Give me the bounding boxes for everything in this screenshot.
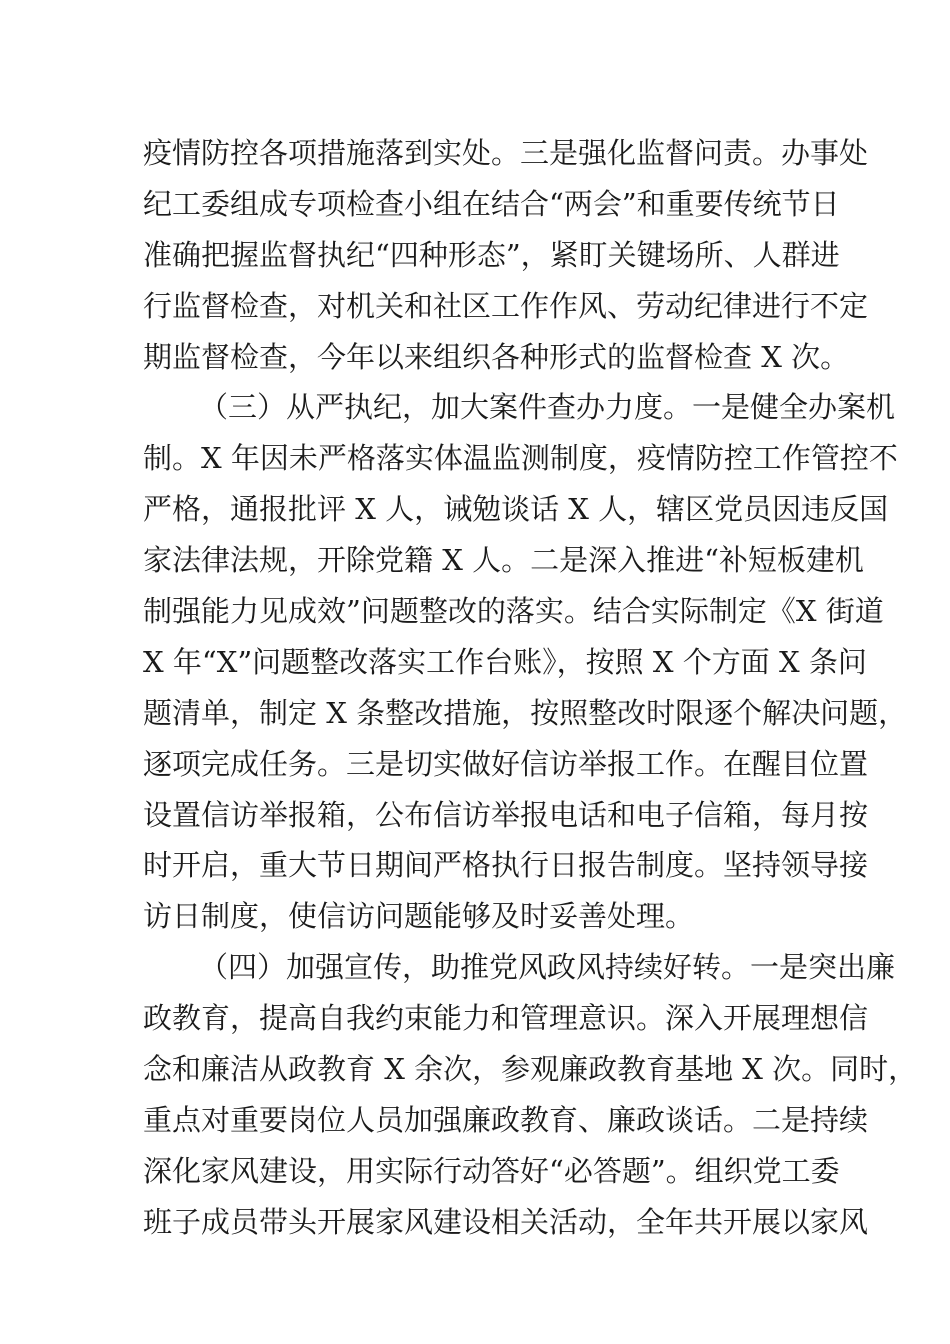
- text-line: 念和廉洁从政教育 X 余次，参观廉政教育基地 X 次。同时，: [143, 1052, 918, 1087]
- text-line: 行监督检查，对机关和社区工作作风、劳动纪律进行不定: [143, 288, 869, 323]
- document-body: [143, 128, 918, 1248]
- text-line: 访日制度，使信访问题能够及时妥善处理。: [143, 899, 695, 934]
- text-line: 重点对重要岗位人员加强廉政教育、廉政谈话。二是持续: [143, 1102, 869, 1137]
- text-line: 制。X 年因未严格落实体温监测制度，疫情防控工作管控不: [143, 441, 898, 476]
- text-line: （四）加强宣传，助推党风政风持续好转。一是突出廉: [199, 950, 896, 985]
- text-line: 逐项完成任务。三是切实做好信访举报工作。在醒目位置: [143, 746, 869, 781]
- text-line: 纪工委组成专项检查小组在结合“两会”和重要传统节日: [143, 186, 840, 221]
- text-line: 准确把握监督执纪“四种形态”，紧盯关键场所、人群进: [143, 237, 840, 272]
- text-line: 深化家风建设，用实际行动答好“必答题”。组织党工委: [143, 1153, 840, 1188]
- text-line: 政教育，提高自我约束能力和管理意识。深入开展理想信: [143, 1001, 869, 1036]
- text-line: 严格，通报批评 X 人，诫勉谈话 X 人，辖区党员因违反国: [143, 492, 889, 527]
- text-line: 班子成员带头开展家风建设相关活动，全年共开展以家风: [143, 1204, 869, 1239]
- text-line: 设置信访举报箱，公布信访举报电话和电子信箱，每月按: [143, 797, 869, 832]
- text-line: 题清单，制定 X 条整改措施，按照整改时限逐个解决问题，: [143, 695, 908, 730]
- text-line: 期监督检查，今年以来组织各种形式的监督检查 X 次。: [143, 339, 850, 374]
- text-line: 制强能力见成效”问题整改的落实。结合实际制定《X 街道: [143, 594, 884, 629]
- text-line: 时开启，重大节日期间严格执行日报告制度。坚持领导接: [143, 848, 869, 883]
- text-line: 疫情防控各项措施落到实处。三是强化监督问责。办事处: [143, 136, 869, 170]
- text-line: （三）从严执纪，加大案件查办力度。一是健全办案机: [199, 390, 896, 425]
- text-line: 家法律法规，开除党籍 X 人。二是深入推进“补短板建机: [143, 543, 864, 578]
- text-line: X 年“X”问题整改落实工作台账》，按照 X 个方面 X 条问: [143, 644, 867, 679]
